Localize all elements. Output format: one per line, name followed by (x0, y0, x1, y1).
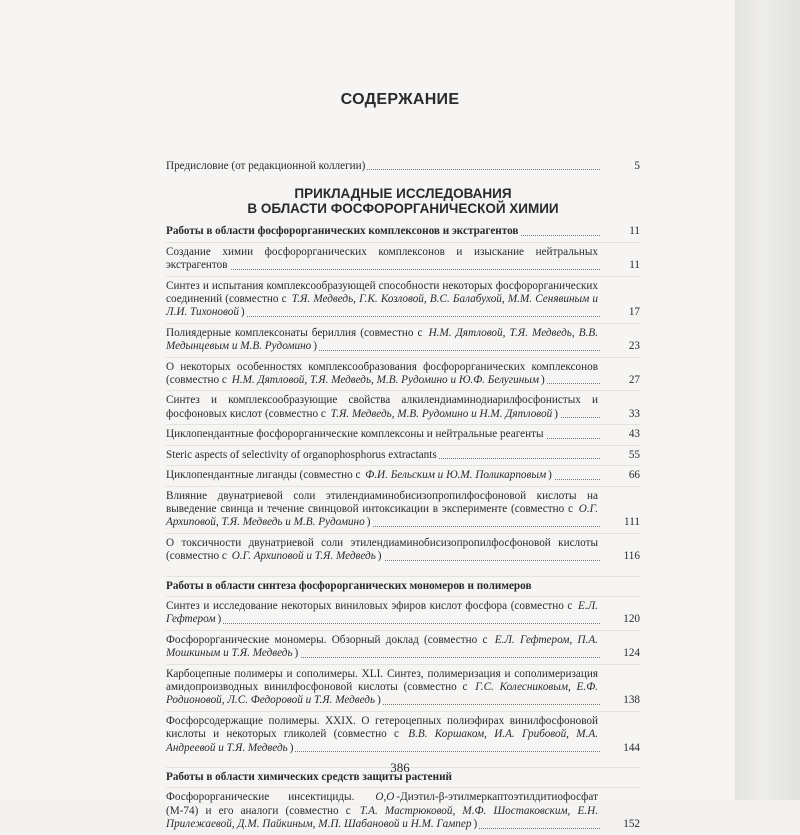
entry-page-number: 120 (623, 613, 640, 626)
entry-text: ) (313, 340, 317, 353)
entry-page-number: 17 (628, 306, 640, 319)
entry-text: ) (294, 647, 299, 660)
entry-text: О некоторых особенностях комплексообразования фосфорорганических комплексонов (совместно с (166, 360, 598, 387)
entry-authors: Г.С. Колесниковым, Е.Ф. Родионовой, Л.С. Федоровой и Т.Я. Медведь (166, 680, 598, 707)
toc-entry (166, 465, 640, 485)
entry-title (166, 428, 546, 440)
entry-authors: Н.М. Дятловой, Т.Я. Медведь, М.В. Рудомино и Ю.Ф. Белугиным (231, 374, 539, 387)
entry-title (166, 600, 598, 625)
entry-text: ) (289, 741, 294, 754)
entry-authors: Н.М. Дятловой, Т.Я. Медведь, В.В. Медынцевым и М.В. Рудомино (166, 326, 598, 353)
toc-entry (166, 424, 640, 444)
entry-text: Синтез и комплексообразующие свойства алкилендиаминодиарилфосфонистых и фосфоновых кислот (совместно с (166, 394, 598, 420)
toc-entry (166, 787, 640, 834)
page-edge-shadow (735, 0, 800, 800)
toc-entry (166, 390, 640, 424)
entry-title (166, 280, 598, 319)
entry-title (166, 160, 367, 172)
entry-title (166, 668, 598, 707)
entry-text: Влияние двунатриевой соли этилендиаминобисизопропилфосфоновой кислоты на выведение свинца и течение свинцовой интоксикации в эксперименте (совместно с (166, 489, 598, 515)
entry-title (166, 580, 534, 592)
entry-text: Карбоцепные полимеры и сополимеры. XLI. Синтез, полимеризация и сополимеризация амидопроизводных винилфосфоновой кислоты (совместно с (166, 667, 598, 693)
entry-page-number: 138 (623, 694, 640, 707)
entry-title (166, 246, 598, 271)
entry-text: -Диэтил-β-этилмеркаптоэтилдитиофосфат (М-74) и его аналоги (совместно с (166, 791, 598, 817)
toc-entry (166, 664, 640, 711)
entry-title (166, 490, 598, 529)
entry-text: ) (473, 818, 478, 831)
toc-entries (166, 222, 640, 834)
entry-page-number: 11 (629, 259, 640, 272)
entry-title (166, 394, 598, 419)
entry-text: Синтез и испытания комплексообразующей способности некоторых фосфорорганических соединений (совместно с (166, 279, 598, 306)
toc-entry (166, 276, 640, 323)
entry-text: ) (366, 516, 371, 529)
entry-authors: Ф.И. Бельским и Ю.М. Поликарповым (365, 469, 547, 482)
section-heading (166, 186, 640, 216)
dot-leader (166, 269, 600, 270)
entry-title (166, 715, 598, 754)
entry-page-number: 33 (628, 407, 640, 420)
entry-text: Работы в области фосфорорганических комплексонов и экстрагентов (166, 225, 519, 238)
entry-page-number: 152 (623, 818, 640, 831)
toc-entry (166, 486, 640, 533)
entry-page-number: 111 (624, 516, 640, 529)
toc-entry (166, 596, 640, 630)
entry-text: Работы в области синтеза фосфорорганических мономеров и полимеров (166, 579, 532, 592)
entry-text: Фосфорорганические инсектициды. (166, 791, 374, 804)
entry-text: ) (541, 374, 545, 387)
entry-title (166, 537, 598, 562)
entry-text: Steric aspects of selectivity of organophosphorus extractants (166, 448, 437, 461)
page-number: 386 (390, 760, 410, 775)
section-heading-line: ПРИКЛАДНЫЕ ИССЛЕДОВАНИЯ (294, 186, 512, 202)
entry-authors: О.Г. Архиповой, Т.Я. Медведь и М.В. Рудомино (166, 502, 598, 529)
entry-text: Синтез и исследование некоторых виниловых эфиров кислот фосфора (совместно с (166, 599, 576, 612)
entry-text: ) (548, 469, 552, 482)
entry-text: Работы в области химических средств защиты растений (166, 771, 452, 783)
entry-authors: Е.Л. Гефтером, П.А. Мошкиным и Т.Я. Медведь (166, 633, 598, 660)
entry-authors: Т.А. Мастрюковой, М.Ф. Шостаковским, Е.Н. Прилежаевой, Д.М. Пайкиным, М.П. Шабановой и Н.М. Гампер (166, 804, 598, 831)
entry-title (166, 634, 598, 659)
entry-page-number: 116 (623, 550, 640, 563)
entry-text: ) (217, 613, 222, 626)
entry-authors: Т.Я. Медведь, Г.К. Козловой, В.С. Балабухой, М.М. Сенявиным и Л.И. Тихоновой (166, 293, 598, 319)
toc-entry (166, 630, 640, 664)
entry-title (166, 791, 598, 830)
toc-entry (166, 242, 640, 276)
entry-text: О токсичности двунатриевой соли этилендиаминобисизопропилфосфоновой кислоты (совместно с (166, 536, 598, 563)
entry-page-number: 11 (629, 225, 640, 238)
entry-page-number: 5 (634, 160, 640, 172)
toc-entry (166, 445, 640, 465)
entry-text: ) (377, 550, 382, 563)
entry-text: ) (554, 407, 558, 420)
entry-authors: Т.Я. Медведь, М.В. Рудомино и Н.М. Дятловой (330, 407, 553, 420)
entry-page-number: 27 (628, 374, 640, 387)
entry-authors: O,O (375, 791, 395, 804)
toc-entry (166, 323, 640, 357)
entry-text: Полиядерные комплексонаты бериллия (совместно с (166, 326, 427, 339)
entry-title (166, 469, 554, 481)
toc-entry (166, 711, 640, 758)
dot-leader (166, 623, 600, 624)
entry-text: Фосфорсодержащие полимеры. XXIX. О гетероцепных полиэфирах винилфосфоновой кислоты и некоторых гликолей (совместно с (166, 714, 598, 741)
toc-subsection-heading (166, 222, 640, 241)
toc-entry-preface (166, 157, 640, 176)
entry-page-number: 23 (628, 340, 640, 353)
entry-authors: Е.Л. Гефтером (166, 599, 598, 626)
entry-authors: В.В. Коршаком, И.А. Грибовой, М.А. Андреевой и Т.Я. Медведь (166, 728, 598, 754)
entry-page-number: 66 (628, 469, 640, 482)
entry-text: Циклопендантные фосфорорганические комплексоны и нейтральные реагенты (166, 428, 544, 441)
entry-page-number: 43 (628, 428, 640, 441)
toc-entry (166, 533, 640, 567)
entry-text: ) (377, 694, 381, 707)
entry-text: ) (240, 306, 245, 319)
toc-entry (166, 357, 640, 391)
entry-page-number: 124 (623, 647, 640, 660)
entry-page-number: 55 (628, 448, 640, 461)
entry-text: Создание химии фосфорорганических комплексонов и изыскание нейтральных экстрагентов (166, 245, 598, 272)
entry-title (166, 327, 598, 352)
entry-text: Фосфорорганические мономеры. Обзорный доклад (совместно с (166, 633, 493, 646)
section-heading-line: В ОБЛАСТИ ФОСФОРОРГАНИЧЕСКОЙ ХИМИИ (247, 201, 559, 217)
table-of-contents (166, 157, 640, 835)
entry-text: Предисловие (от редакционной коллегии) (166, 160, 366, 172)
entry-title (166, 449, 439, 461)
toc-subsection-heading (166, 576, 640, 596)
entry-text: Циклопендантные лиганды (совместно с (166, 469, 364, 482)
entry-title (166, 361, 598, 386)
entry-authors: О.Г. Архиповой и Т.Я. Медведь (231, 550, 376, 563)
page-title: СОДЕРЖАНИЕ (340, 91, 460, 108)
entry-title (166, 225, 520, 237)
entry-page-number: 144 (623, 741, 640, 754)
